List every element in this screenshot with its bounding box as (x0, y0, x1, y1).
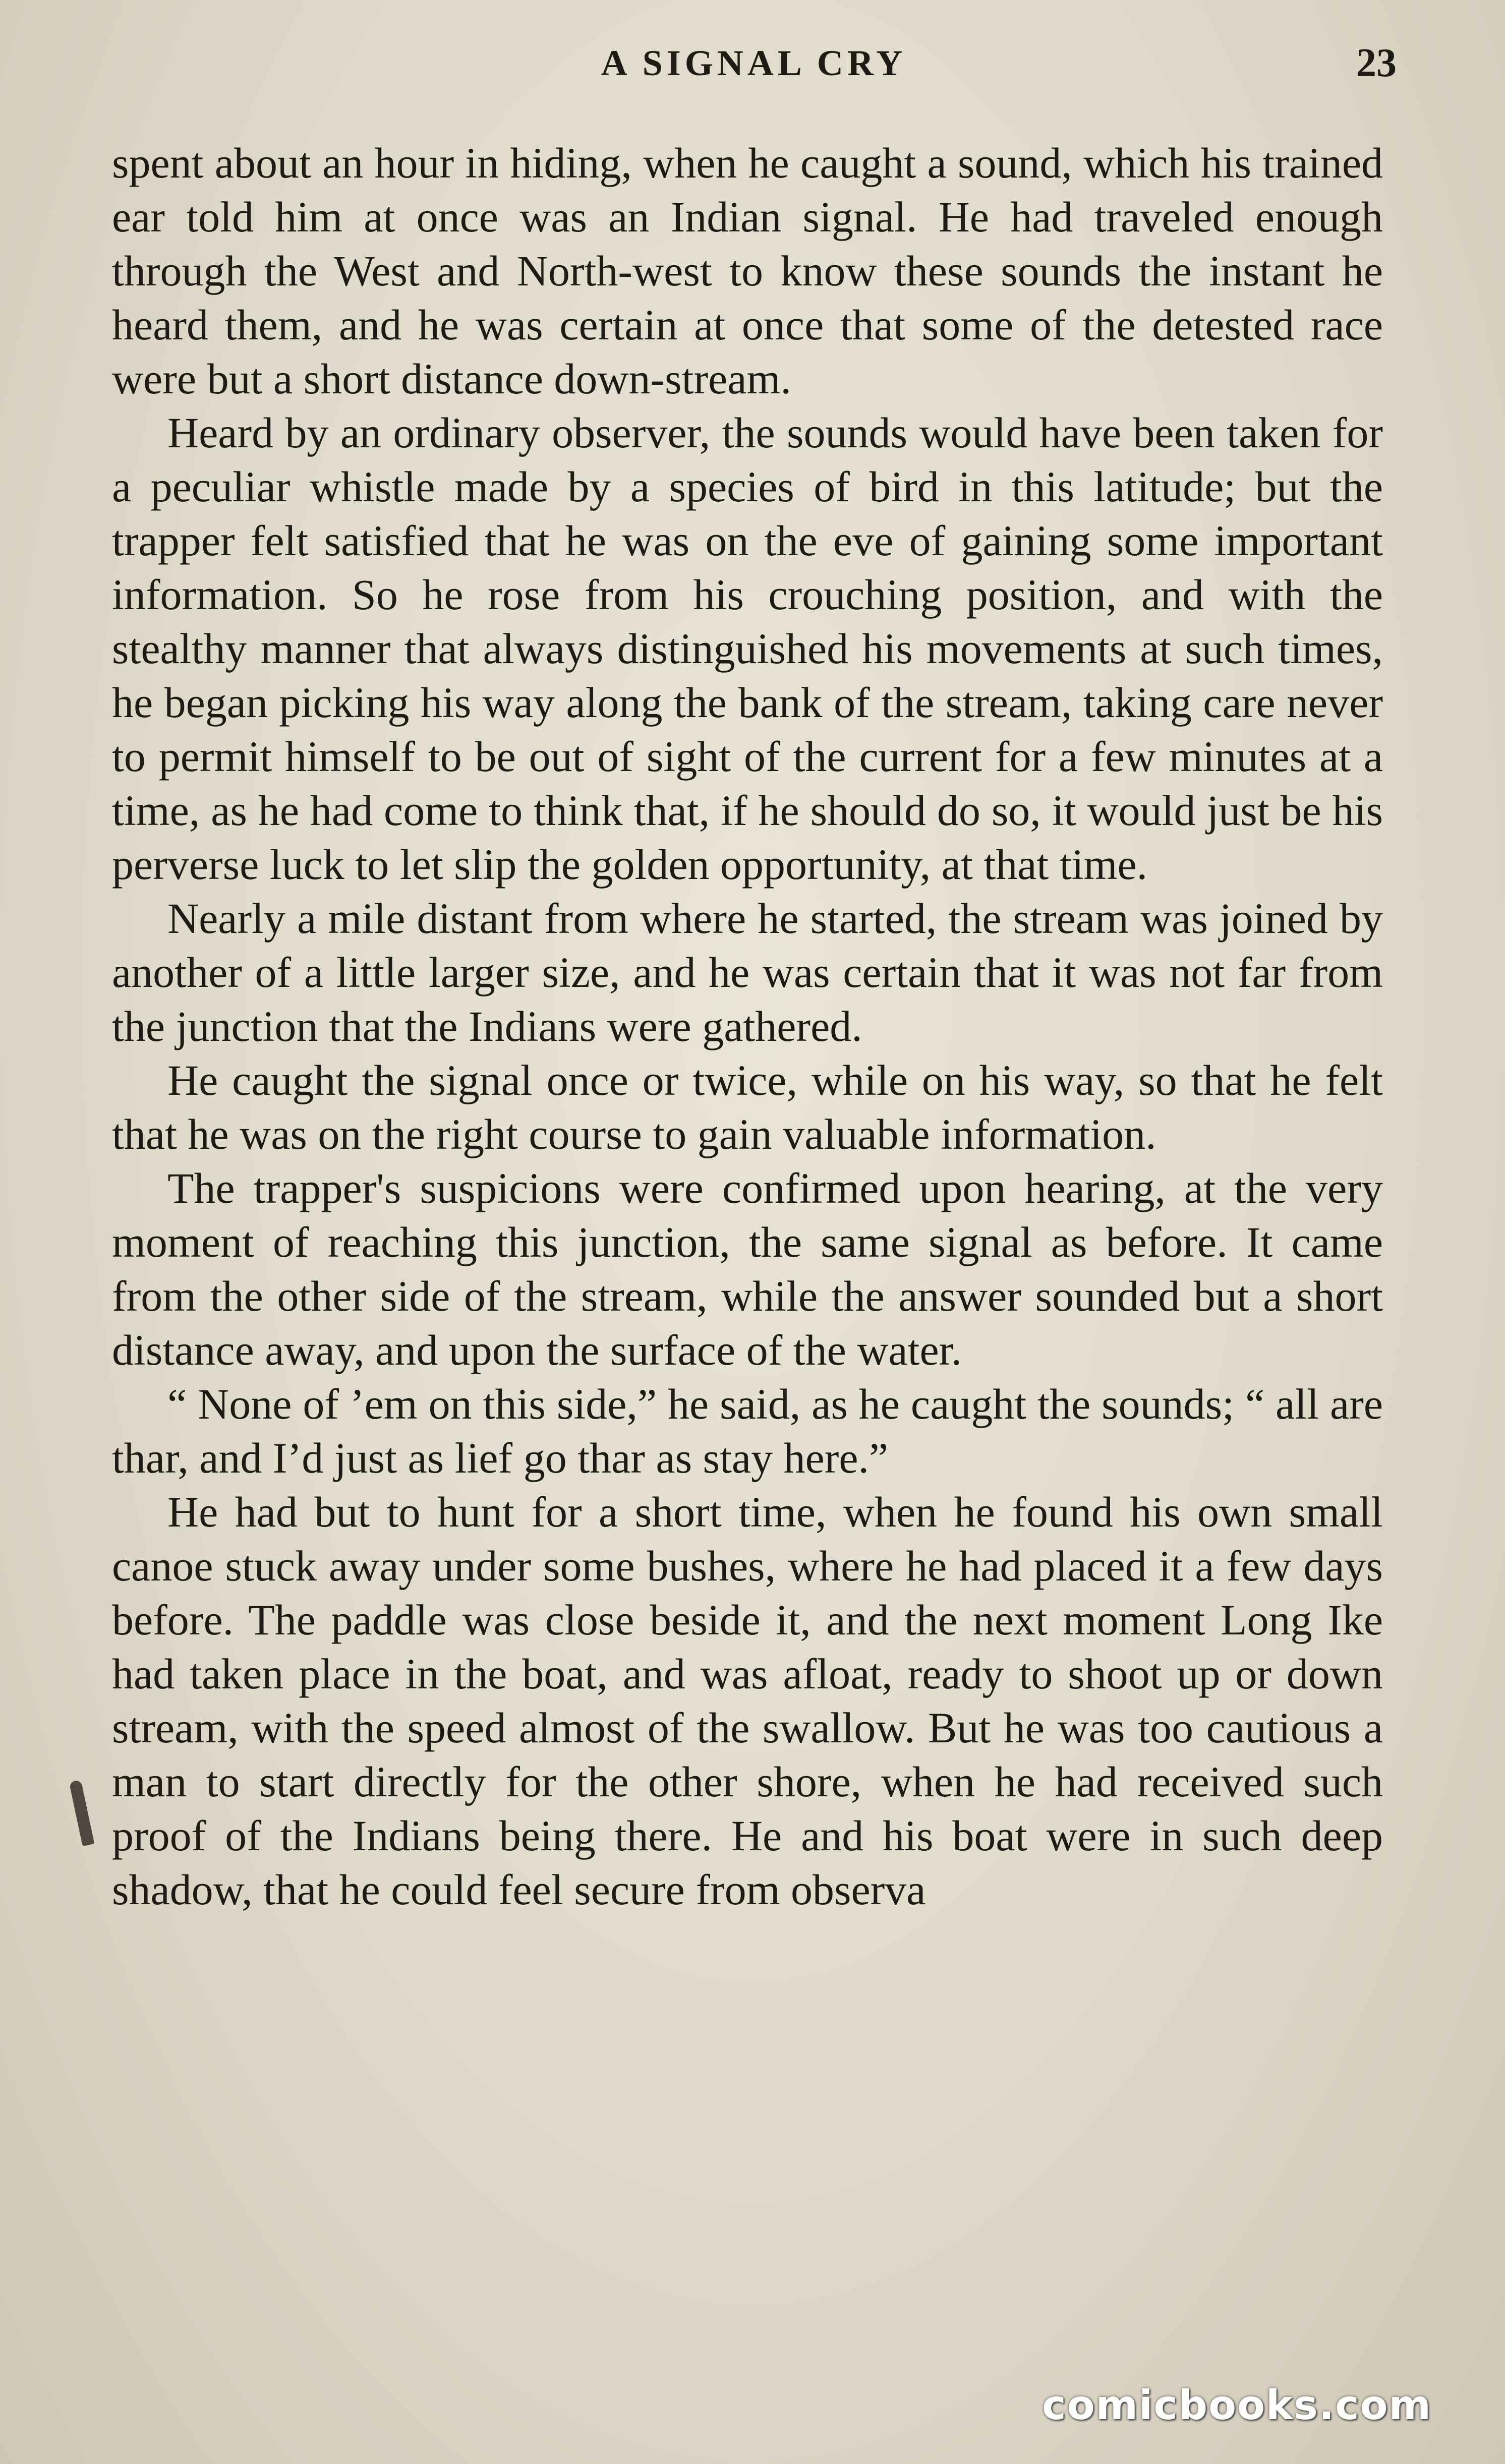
ink-smudge (69, 1780, 95, 1846)
paragraph-1: spent about an hour in hiding, when he caught a sound, which his trained ear told him at once was an Indian signal. He had traveled enough through the West and North-west to know these sounds the instant he heard them, and he was certain at once that some of the detested race were but a short distance down-stream. (112, 139, 1383, 403)
watermark: comicbooks.com (1042, 2382, 1432, 2429)
page-number: 23 (1356, 41, 1397, 85)
body-text (112, 136, 1383, 1917)
paragraph-3: Nearly a mile distant from where he started, the stream was joined by another of a little larger size, and he was certain that it was not far from the junction that the Indians were gathered. (112, 894, 1383, 1050)
paragraph-2: Heard by an ordinary observer, the sounds would have been taken for a peculiar whistle made by a species of bird in this latitude; but the trapper felt satisfied that he was on the eve of gaining some important information. So he rose from his crouching position, and with the stealthy manner that always distinguished his movements at such times, he began picking his way along the bank of the stream, taking care never to permit himself to be out of sight of the current for a few minutes at a time, as he had come to think that, if he should do so, it would just be his perverse luck to let slip the golden opportunity, at that time. (112, 408, 1383, 889)
page-header (111, 35, 1397, 91)
paragraph-5: The trapper's suspicions were confirmed upon hearing, at the very moment of reaching this junction, the same signal as before. It came from the other side of the stream, while the answer sounded but a short distance away, and upon the surface of the water. (112, 1164, 1383, 1374)
paragraph-4: He caught the signal once or twice, while on his way, so that he felt that he was on the right course to gain valuable information. (112, 1056, 1383, 1158)
paragraph-6: “ None of ’em on this side,” he said, as he caught the sounds; “ all are thar, and I’d just as lief go thar as stay here.” (112, 1380, 1383, 1482)
paragraph-7: He had but to hunt for a short time, when he found his own small canoe stuck away under some bushes, where he had placed it a few days before. The paddle was close beside it, and the next moment Long Ike had taken place in the boat, and was afloat, ready to shoot up or down stream, with the speed almost of the swallow. But he was too cautious a man to start directly for the other shore, when he had received such proof of the Indians being there. He and his boat were in such deep shadow, that he could feel secure from observa (112, 1488, 1383, 1914)
running-head: A SIGNAL CRY (601, 43, 907, 83)
